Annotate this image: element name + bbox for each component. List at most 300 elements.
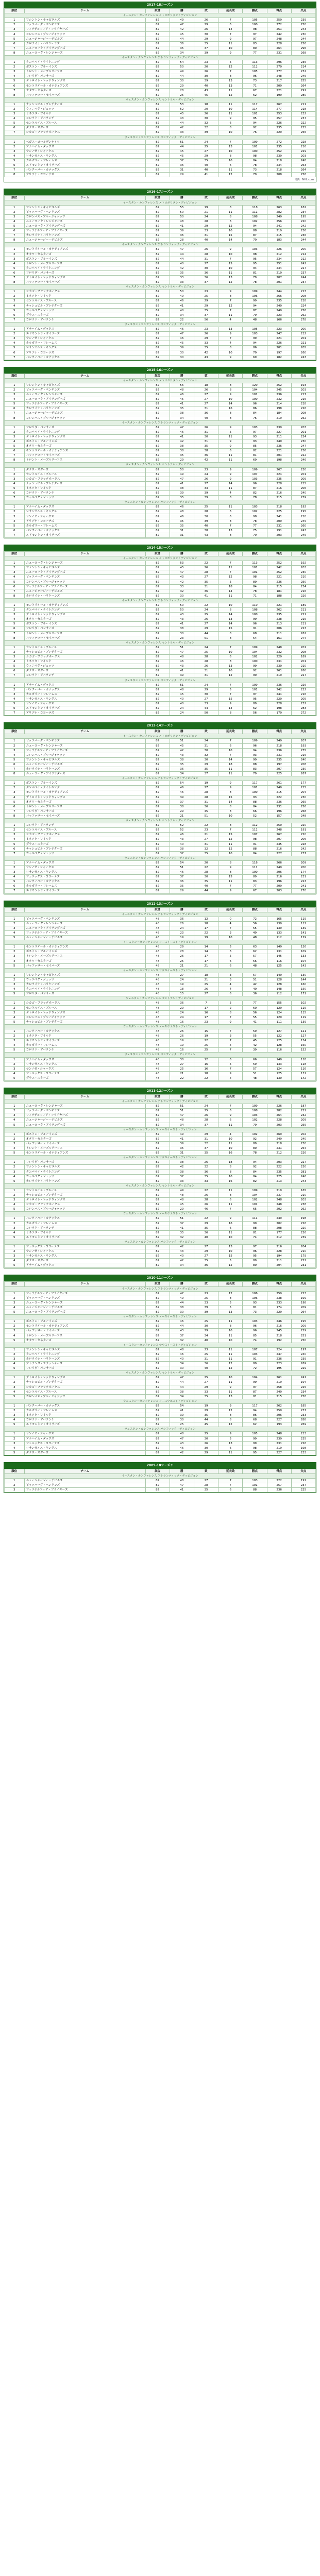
team-name-link[interactable]: トロント・メープルリーフス	[24, 1333, 145, 1338]
team-name-link[interactable]: タンパベイ・ライトニング	[24, 266, 145, 270]
column-header[interactable]: 延長敗	[218, 730, 243, 734]
column-header[interactable]: 勝点	[243, 374, 267, 378]
column-header[interactable]: 試合	[145, 1282, 170, 1286]
team-name-link[interactable]: バンクーバー・カナックス	[24, 1216, 145, 1221]
team-name-link[interactable]: エドモントン・オイラーズ	[24, 332, 145, 336]
team-name-link[interactable]: フィラデルフィア・フライヤーズ	[24, 748, 145, 753]
team-name-link[interactable]: ダラス・スターズ	[24, 1076, 145, 1080]
column-header[interactable]: 試合	[145, 196, 170, 200]
team-name-link[interactable]: フィラデルフィア・フライヤーズ	[24, 584, 145, 589]
team-name-link[interactable]: ミネソタ・ワイルド	[24, 1413, 145, 1418]
team-name-link[interactable]: コロンバス・ブルージャケッツ	[24, 1394, 145, 1399]
team-name-link[interactable]: コロラド・アバランチ	[24, 823, 145, 828]
column-header[interactable]: 得点	[267, 1094, 291, 1099]
team-name-link[interactable]: ニューヨーク・アイランダーズ	[24, 570, 145, 575]
team-name-link[interactable]: モントリオール・カナディアンズ	[24, 1324, 145, 1329]
team-name-link[interactable]: コロンバス・ブルージャケッツ	[24, 753, 145, 757]
column-header[interactable]: 敗	[194, 196, 218, 200]
team-name-link[interactable]: バッファロー・セイバーズ	[24, 636, 145, 640]
team-name-link[interactable]: サンノゼ・シャークス	[24, 149, 145, 154]
team-name-link[interactable]: シカゴ・ブラックホークス	[24, 1202, 145, 1207]
team-name-link[interactable]: トロント・メープルリーフス	[24, 1146, 145, 1151]
team-name-link[interactable]: カロライナ・ハリケーンズ	[24, 594, 145, 598]
team-name-link[interactable]: ダラス・スターズ	[24, 669, 145, 673]
team-name-link[interactable]: ミネソタ・ワイルド	[24, 837, 145, 842]
team-name-link[interactable]: ピッツバーグ・ペンギンズ	[24, 1296, 145, 1300]
team-name-link[interactable]: カルガリー・フレームス	[24, 523, 145, 528]
team-name-link[interactable]: ナッシュビル・プレデターズ	[24, 1020, 145, 1024]
team-name-link[interactable]: デトロイト・レッドウィングス	[24, 79, 145, 83]
column-header[interactable]: 勝	[170, 907, 194, 912]
column-header[interactable]: 試合	[145, 907, 170, 912]
team-name-link[interactable]: ニュージャージー・デビルズ	[24, 411, 145, 416]
team-name-link[interactable]: ニューヨーク・レンジャーズ	[24, 561, 145, 566]
team-name-link[interactable]: ニューヨーク・レンジャーズ	[24, 1104, 145, 1109]
team-name-link[interactable]: ボストン・ブルーインズ	[24, 950, 145, 954]
team-name-link[interactable]: タンパベイ・ライトニング	[24, 987, 145, 992]
team-name-link[interactable]: エドモントン・オイラーズ	[24, 1422, 145, 1427]
team-name-link[interactable]: ナッシュビル・プレデターズ	[24, 481, 145, 486]
column-header[interactable]: 失点	[291, 9, 315, 13]
team-name-link[interactable]: カルガリー・フレームス	[24, 341, 145, 346]
team-name-link[interactable]: シカゴ・ブラックホークス	[24, 130, 145, 135]
column-header[interactable]: 勝	[170, 374, 194, 378]
team-name-link[interactable]: カルガリー・フレームス	[24, 692, 145, 697]
team-name-link[interactable]: バッファロー・セイバーズ	[24, 814, 145, 818]
column-header[interactable]: 勝点	[243, 1094, 267, 1099]
column-header[interactable]: 延長敗	[218, 374, 243, 378]
team-name-link[interactable]: カルガリー・フレームス	[24, 884, 145, 889]
column-header[interactable]: 得点	[267, 9, 291, 13]
team-name-link[interactable]: カロライナ・ハリケーンズ	[24, 41, 145, 46]
team-name-link[interactable]: ダラス・スターズ	[24, 1450, 145, 1455]
column-header[interactable]: 失点	[291, 1469, 315, 1473]
team-name-link[interactable]: アリゾナ・コヨーテズ	[24, 350, 145, 355]
team-name-link[interactable]: デトロイト・レッドウィングス	[24, 1010, 145, 1015]
team-name-link[interactable]: カロライナ・ハリケーンズ	[24, 982, 145, 987]
team-name-link[interactable]: フロリダ・パンサーズ	[24, 1160, 145, 1165]
column-header[interactable]: 順位	[5, 196, 25, 200]
team-name-link[interactable]: コロラド・アバランチ	[24, 116, 145, 121]
team-name-link[interactable]: モントリオール・カナディアンズ	[24, 945, 145, 950]
team-name-link[interactable]: セントルイス・ブルース	[24, 472, 145, 477]
team-name-link[interactable]: フロリダ・パンサーズ	[24, 626, 145, 631]
column-header[interactable]: 敗	[194, 9, 218, 13]
team-name-link[interactable]: ダラス・スターズ	[24, 1259, 145, 1263]
team-name-link[interactable]: モントリオール・カナディアンズ	[24, 1151, 145, 1156]
team-name-link[interactable]: ミネソタ・ワイルド	[24, 659, 145, 664]
team-name-link[interactable]: ウィニペグ・ジェッツ	[24, 1174, 145, 1179]
team-name-link[interactable]: オタワ・セネターズ	[24, 444, 145, 449]
team-name-link[interactable]: ボストン・ブルーインズ	[24, 1319, 145, 1324]
team-name-link[interactable]: ニューヨーク・レンジャーズ	[24, 50, 145, 55]
team-name-link[interactable]: ニューヨーク・レンジャーズ	[24, 219, 145, 224]
team-name-link[interactable]: アナハイム・ダックス	[24, 860, 145, 865]
team-name-link[interactable]: タンパベイ・ライトニング	[24, 430, 145, 434]
team-name-link[interactable]: フェニックス・コヨーテズ	[24, 1071, 145, 1076]
team-name-link[interactable]: ロサンゼルス・キングス	[24, 346, 145, 350]
team-name-link[interactable]: アリゾナ・コヨーテズ	[24, 173, 145, 177]
column-header[interactable]: 得点	[267, 196, 291, 200]
team-name-link[interactable]: トロント・メープルリーフス	[24, 70, 145, 74]
team-name-link[interactable]: ニューヨーク・レンジャーズ	[24, 921, 145, 926]
team-name-link[interactable]: フロリダ・パンサーズ	[24, 809, 145, 814]
team-name-link[interactable]: バッファロー・セイバーズ	[24, 1141, 145, 1146]
team-name-link[interactable]: ワシントン・キャピタルズ	[24, 757, 145, 762]
column-header[interactable]: チーム	[24, 1282, 145, 1286]
column-header[interactable]: 得点	[267, 730, 291, 734]
team-name-link[interactable]: ナッシュビル・プレデターズ	[24, 650, 145, 654]
team-name-link[interactable]: ベガス・ゴールデンナイツ	[24, 140, 145, 144]
team-name-link[interactable]: ロサンゼルス・キングス	[24, 1062, 145, 1066]
team-name-link[interactable]: ニュージャージー・デビルズ	[24, 589, 145, 594]
column-header[interactable]: 勝点	[243, 1469, 267, 1473]
team-name-link[interactable]: アナハイム・ダックス	[24, 1057, 145, 1062]
team-name-link[interactable]: ニュージャージー・デビルズ	[24, 762, 145, 767]
team-name-link[interactable]: シカゴ・ブラックホークス	[24, 1385, 145, 1389]
team-name-link[interactable]: ピッツバーグ・ペンギンズ	[24, 575, 145, 580]
column-header[interactable]: 敗	[194, 374, 218, 378]
team-name-link[interactable]: ミネソタ・ワイルド	[24, 294, 145, 299]
team-name-link[interactable]: デトロイト・レッドウィングス	[24, 795, 145, 800]
column-header[interactable]: チーム	[24, 9, 145, 13]
team-name-link[interactable]: コロラド・アバランチ	[24, 1048, 145, 1053]
column-header[interactable]: 試合	[145, 730, 170, 734]
team-name-link[interactable]: アナハイム・ダックス	[24, 683, 145, 687]
team-name-link[interactable]: バンクーバー・カナックス	[24, 687, 145, 692]
column-header[interactable]: 勝	[170, 551, 194, 556]
team-name-link[interactable]: ダラス・スターズ	[24, 467, 145, 472]
team-name-link[interactable]: ミネソタ・ワイルド	[24, 486, 145, 490]
team-name-link[interactable]: バンクーバー・カナックス	[24, 879, 145, 884]
column-header[interactable]: 得点	[267, 907, 291, 912]
team-name-link[interactable]: エドモントン・オイラーズ	[24, 889, 145, 893]
team-name-link[interactable]: バンクーバー・カナックス	[24, 168, 145, 173]
team-name-link[interactable]: ロサンゼルス・キングス	[24, 154, 145, 158]
column-header[interactable]: 失点	[291, 1094, 315, 1099]
team-name-link[interactable]: トロント・メープルリーフス	[24, 458, 145, 463]
team-name-link[interactable]: ウィニペグ・ジェッツ	[24, 851, 145, 856]
team-name-link[interactable]: シカゴ・ブラックホークス	[24, 1001, 145, 1006]
team-name-link[interactable]: ウィニペグ・ジェッツ	[24, 664, 145, 669]
column-header[interactable]: 延長敗	[218, 907, 243, 912]
team-name-link[interactable]: ロサンゼルス・キングス	[24, 1254, 145, 1259]
team-name-link[interactable]: オタワ・セネターズ	[24, 1338, 145, 1343]
team-name-link[interactable]: ニューヨーク・レンジャーズ	[24, 393, 145, 397]
team-name-link[interactable]: カロライナ・ハリケーンズ	[24, 406, 145, 411]
team-name-link[interactable]: アナハイム・ダックス	[24, 327, 145, 332]
team-name-link[interactable]: シカゴ・ブラックホークス	[24, 655, 145, 659]
team-name-link[interactable]: ニュージャージー・デビルズ	[24, 37, 145, 41]
team-name-link[interactable]: コロンバス・ブルージャケッツ	[24, 416, 145, 420]
team-name-link[interactable]: フィラデルフィア・フライヤーズ	[24, 1113, 145, 1118]
team-name-link[interactable]: デトロイト・レッドウィングス	[24, 275, 145, 280]
column-header[interactable]: 失点	[291, 551, 315, 556]
column-header[interactable]: 延長敗	[218, 551, 243, 556]
team-name-link[interactable]: カロライナ・ハリケーンズ	[24, 233, 145, 238]
team-name-link[interactable]: カルガリー・フレームス	[24, 159, 145, 163]
team-name-link[interactable]: オタワ・セネターズ	[24, 959, 145, 963]
team-name-link[interactable]: オタワ・セネターズ	[24, 88, 145, 93]
team-name-link[interactable]: アリゾナ・コヨーテズ	[24, 711, 145, 716]
team-name-link[interactable]: ボストン・ブルーインズ	[24, 257, 145, 261]
team-name-link[interactable]: フロリダ・パンサーズ	[24, 992, 145, 996]
team-name-link[interactable]: セントルイス・ブルース	[24, 828, 145, 833]
team-name-link[interactable]: カルガリー・フレームス	[24, 1221, 145, 1226]
team-name-link[interactable]: フィラデルフィア・フライヤーズ	[24, 27, 145, 32]
team-name-link[interactable]: フィラデルフィア・フライヤーズ	[24, 1488, 145, 1493]
team-name-link[interactable]: サンノゼ・シャークス	[24, 514, 145, 519]
team-name-link[interactable]: ニュージャージー・デビルズ	[24, 1118, 145, 1123]
team-name-link[interactable]: ナッシュビル・プレデターズ	[24, 1380, 145, 1385]
team-name-link[interactable]: オタワ・セネターズ	[24, 617, 145, 622]
team-name-link[interactable]: バンクーバー・カナックス	[24, 528, 145, 533]
team-name-link[interactable]: ボストン・ブルーインズ	[24, 781, 145, 786]
team-name-link[interactable]: タンパベイ・ライトニング	[24, 1170, 145, 1174]
team-name-link[interactable]: ロサンゼルス・キングス	[24, 870, 145, 875]
team-name-link[interactable]: コロラド・アバランチ	[24, 1418, 145, 1422]
column-header[interactable]: 敗	[194, 551, 218, 556]
team-name-link[interactable]: フィラデルフィア・フライヤーズ	[24, 930, 145, 935]
team-name-link[interactable]: オタワ・セネターズ	[24, 252, 145, 257]
team-name-link[interactable]: サンノゼ・シャークス	[24, 865, 145, 870]
team-name-link[interactable]: エドモントン・オイラーズ	[24, 533, 145, 537]
team-name-link[interactable]: ボストン・ブルーインズ	[24, 1132, 145, 1137]
column-header[interactable]: 勝点	[243, 1282, 267, 1286]
team-name-link[interactable]: セントルイス・ブルース	[24, 1006, 145, 1010]
column-header[interactable]: チーム	[24, 551, 145, 556]
team-name-link[interactable]: デトロイト・レッドウィングス	[24, 613, 145, 617]
team-name-link[interactable]: バッファロー・セイバーズ	[24, 280, 145, 285]
team-name-link[interactable]: アリゾナ・コヨーテズ	[24, 519, 145, 523]
team-name-link[interactable]: ニューヨーク・アイランダーズ	[24, 397, 145, 402]
team-name-link[interactable]: セントルイス・ブルース	[24, 1389, 145, 1394]
team-name-link[interactable]: ニューヨーク・アイランダーズ	[24, 224, 145, 228]
column-header[interactable]: 勝点	[243, 907, 267, 912]
column-header[interactable]: 延長敗	[218, 9, 243, 13]
team-name-link[interactable]: カルガリー・フレームス	[24, 1408, 145, 1413]
column-header[interactable]: 得点	[267, 551, 291, 556]
team-name-link[interactable]: ピッツバーグ・ペンギンズ	[24, 210, 145, 214]
team-name-link[interactable]: ピッツバーグ・ペンギンズ	[24, 23, 145, 27]
team-name-link[interactable]: ボストン・ブルーインズ	[24, 65, 145, 70]
column-header[interactable]: 敗	[194, 907, 218, 912]
team-name-link[interactable]: セントルイス・ブルース	[24, 121, 145, 126]
column-header[interactable]: 敗	[194, 1282, 218, 1286]
column-header[interactable]: 敗	[194, 1469, 218, 1473]
team-name-link[interactable]: ナッシュビル・プレデターズ	[24, 846, 145, 851]
team-name-link[interactable]: モントリオール・カナディアンズ	[24, 790, 145, 795]
team-name-link[interactable]: ナッシュビル・プレデターズ	[24, 303, 145, 308]
team-name-link[interactable]: ミネソタ・ワイルド	[24, 1230, 145, 1235]
team-name-link[interactable]: ダラス・スターズ	[24, 126, 145, 130]
column-header[interactable]: 延長敗	[218, 196, 243, 200]
team-name-link[interactable]: タンパベイ・ライトニング	[24, 60, 145, 65]
team-name-link[interactable]: モントリオール・カナディアンズ	[24, 603, 145, 607]
team-name-link[interactable]: シカゴ・ブラックホークス	[24, 833, 145, 837]
team-name-link[interactable]: コロラド・アバランチ	[24, 317, 145, 322]
team-name-link[interactable]: ウィニペグ・ジェッツ	[24, 977, 145, 982]
column-header[interactable]: 試合	[145, 9, 170, 13]
column-header[interactable]: 勝点	[243, 551, 267, 556]
column-header[interactable]: 得点	[267, 1282, 291, 1286]
column-header[interactable]: 順位	[5, 1094, 25, 1099]
team-name-link[interactable]: トロント・メープルリーフス	[24, 631, 145, 636]
team-name-link[interactable]: ロサンゼルス・キングス	[24, 510, 145, 514]
team-name-link[interactable]: コロラド・アバランチ	[24, 673, 145, 678]
team-name-link[interactable]: ワシントン・キャピタルズ	[24, 566, 145, 570]
team-name-link[interactable]: ナッシュビル・プレデターズ	[24, 1193, 145, 1197]
team-name-link[interactable]: ダラス・スターズ	[24, 313, 145, 317]
team-name-link[interactable]: タンパベイ・ライトニング	[24, 1352, 145, 1357]
column-header[interactable]: チーム	[24, 907, 145, 912]
team-name-link[interactable]: セントルイス・ブルース	[24, 1188, 145, 1193]
team-name-link[interactable]: ボストン・ブルーインズ	[24, 439, 145, 444]
team-name-link[interactable]: サンノゼ・シャークス	[24, 1066, 145, 1071]
team-name-link[interactable]: バッファロー・セイバーズ	[24, 963, 145, 968]
column-header[interactable]: 試合	[145, 1094, 170, 1099]
team-name-link[interactable]: カロライナ・ハリケーンズ	[24, 767, 145, 771]
team-name-link[interactable]: ニュージャージー・デビルズ	[24, 1479, 145, 1483]
column-header[interactable]: チーム	[24, 1094, 145, 1099]
team-name-link[interactable]: フェニックス・コヨーテズ	[24, 1244, 145, 1249]
team-name-link[interactable]: ロサンゼルス・キングス	[24, 1446, 145, 1450]
column-header[interactable]: 試合	[145, 551, 170, 556]
column-header[interactable]: チーム	[24, 374, 145, 378]
team-name-link[interactable]: ワシントン・キャピタルズ	[24, 1165, 145, 1170]
column-header[interactable]: 失点	[291, 730, 315, 734]
column-header[interactable]: 勝点	[243, 730, 267, 734]
team-name-link[interactable]: ウィニペグ・ジェッツ	[24, 107, 145, 111]
team-name-link[interactable]: ミネソタ・ワイルド	[24, 1034, 145, 1039]
team-name-link[interactable]: コロンバス・ブルージャケッツ	[24, 32, 145, 37]
column-header[interactable]: 順位	[5, 1282, 25, 1286]
team-name-link[interactable]: ミネソタ・ワイルド	[24, 112, 145, 116]
team-name-link[interactable]: エドモントン・オイラーズ	[24, 1235, 145, 1240]
team-name-link[interactable]: セントルイス・ブルース	[24, 645, 145, 650]
team-name-link[interactable]: ワシントン・キャピタルズ	[24, 18, 145, 23]
team-name-link[interactable]: ピッツバーグ・ペンギンズ	[24, 387, 145, 392]
team-name-link[interactable]: ニュージャージー・デビルズ	[24, 238, 145, 243]
team-name-link[interactable]: コロンバス・ブルージャケッツ	[24, 214, 145, 219]
team-name-link[interactable]: サンノゼ・シャークス	[24, 1432, 145, 1436]
team-name-link[interactable]: オタワ・セネターズ	[24, 1137, 145, 1141]
team-name-link[interactable]: デトロイト・レッドウィングス	[24, 434, 145, 439]
column-header[interactable]: 勝	[170, 1282, 194, 1286]
column-header[interactable]: 失点	[291, 907, 315, 912]
team-name-link[interactable]: フロリダ・パンサーズ	[24, 270, 145, 275]
team-name-link[interactable]: バッファロー・セイバーズ	[24, 93, 145, 97]
column-header[interactable]: 延長敗	[218, 1282, 243, 1286]
column-header[interactable]: チーム	[24, 730, 145, 734]
team-name-link[interactable]: ボストン・ブルーインズ	[24, 622, 145, 626]
column-header[interactable]: 勝	[170, 9, 194, 13]
team-name-link[interactable]: エドモントン・オイラーズ	[24, 706, 145, 711]
column-header[interactable]: 得点	[267, 1469, 291, 1473]
team-name-link[interactable]: ダラス・スターズ	[24, 842, 145, 846]
column-header[interactable]: 順位	[5, 551, 25, 556]
team-name-link[interactable]: コロラド・アバランチ	[24, 491, 145, 496]
team-name-link[interactable]: アナハイム・ダックス	[24, 505, 145, 510]
team-name-link[interactable]: サンノゼ・シャークス	[24, 1249, 145, 1254]
team-name-link[interactable]: モントリオール・カナディアンズ	[24, 247, 145, 252]
column-header[interactable]: 順位	[5, 1469, 25, 1473]
team-name-link[interactable]: カロライナ・ハリケーンズ	[24, 1357, 145, 1361]
team-name-link[interactable]: フィラデルフィア・フライヤーズ	[24, 1291, 145, 1296]
team-name-link[interactable]: コロラド・アバランチ	[24, 1226, 145, 1230]
team-name-link[interactable]: ピッツバーグ・ペンギンズ	[24, 739, 145, 743]
team-name-link[interactable]: アナハイム・ダックス	[24, 144, 145, 149]
team-name-link[interactable]: ニューヨーク・アイランダーズ	[24, 46, 145, 50]
team-name-link[interactable]: フロリダ・パンサーズ	[24, 1366, 145, 1371]
team-name-link[interactable]: シカゴ・ブラックホークス	[24, 290, 145, 294]
team-name-link[interactable]: フィラデルフィア・フライヤーズ	[24, 402, 145, 406]
team-name-link[interactable]: サンノゼ・シャークス	[24, 336, 145, 341]
team-name-link[interactable]: デトロイト・レッドウィングス	[24, 1198, 145, 1202]
team-name-link[interactable]: アナハイム・ダックス	[24, 1436, 145, 1441]
team-name-link[interactable]: カルガリー・フレームス	[24, 1043, 145, 1048]
team-name-link[interactable]: ピッツバーグ・ペンギンズ	[24, 1109, 145, 1113]
column-header[interactable]: 得点	[267, 374, 291, 378]
column-header[interactable]: 勝点	[243, 9, 267, 13]
team-name-link[interactable]: タンパベイ・ライトニング	[24, 786, 145, 790]
team-name-link[interactable]: ニューヨーク・レンジャーズ	[24, 743, 145, 748]
column-header[interactable]: 延長敗	[218, 1094, 243, 1099]
team-name-link[interactable]: ウィニペグ・ジェッツ	[24, 308, 145, 313]
team-name-link[interactable]: アトランタ・スラッシャーズ	[24, 1362, 145, 1366]
team-name-link[interactable]: ウィニペグ・ジェッツ	[24, 496, 145, 500]
team-name-link[interactable]: サンノゼ・シャークス	[24, 701, 145, 706]
team-name-link[interactable]: オタワ・セネターズ	[24, 800, 145, 804]
team-name-link[interactable]: ニューヨーク・アイランダーズ	[24, 772, 145, 776]
team-name-link[interactable]: ワシントン・キャピタルズ	[24, 973, 145, 977]
column-header[interactable]: 敗	[194, 1094, 218, 1099]
team-name-link[interactable]: ワシントン・キャピタルズ	[24, 1347, 145, 1352]
team-name-link[interactable]: ニューヨーク・アイランダーズ	[24, 1123, 145, 1127]
column-header[interactable]: 勝	[170, 1094, 194, 1099]
team-name-link[interactable]: ニューヨーク・アイランダーズ	[24, 926, 145, 930]
column-header[interactable]: 順位	[5, 374, 25, 378]
team-name-link[interactable]: ナッシュビル・プレデターズ	[24, 102, 145, 107]
column-header[interactable]: 延長敗	[218, 1469, 243, 1473]
team-name-link[interactable]: ロサンゼルス・キングス	[24, 697, 145, 701]
team-name-link[interactable]: バンクーバー・カナックス	[24, 355, 145, 360]
team-name-link[interactable]: バンクーバー・カナックス	[24, 1029, 145, 1033]
team-name-link[interactable]: コロンバス・ブルージャケッツ	[24, 1207, 145, 1212]
column-header[interactable]: 勝	[170, 730, 194, 734]
column-header[interactable]: チーム	[24, 196, 145, 200]
team-name-link[interactable]: モントリオール・カナディアンズ	[24, 83, 145, 88]
column-header[interactable]: 勝点	[243, 196, 267, 200]
column-header[interactable]: チーム	[24, 1469, 145, 1473]
team-name-link[interactable]: ワシントン・キャピタルズ	[24, 205, 145, 210]
team-name-link[interactable]: エドモントン・オイラーズ	[24, 1039, 145, 1043]
team-name-link[interactable]: ニュージャージー・デビルズ	[24, 936, 145, 940]
team-name-link[interactable]: ワシントン・キャピタルズ	[24, 383, 145, 387]
team-name-link[interactable]: デトロイト・レッドウィングス	[24, 1376, 145, 1380]
column-header[interactable]: 勝	[170, 196, 194, 200]
column-header[interactable]: 失点	[291, 196, 315, 200]
team-name-link[interactable]: トロント・メープルリーフス	[24, 261, 145, 266]
column-header[interactable]: 試合	[145, 374, 170, 378]
team-name-link[interactable]: ピッツバーグ・ペンギンズ	[24, 1483, 145, 1488]
team-name-link[interactable]: トロント・メープルリーフス	[24, 954, 145, 959]
team-name-link[interactable]: モントリオール・カナディアンズ	[24, 449, 145, 453]
team-name-link[interactable]: ニューヨーク・レンジャーズ	[24, 1300, 145, 1305]
team-name-link[interactable]: タンパベイ・ライトニング	[24, 608, 145, 613]
team-name-link[interactable]: フェニックス・コヨーテズ	[24, 1441, 145, 1446]
column-header[interactable]: 敗	[194, 730, 218, 734]
